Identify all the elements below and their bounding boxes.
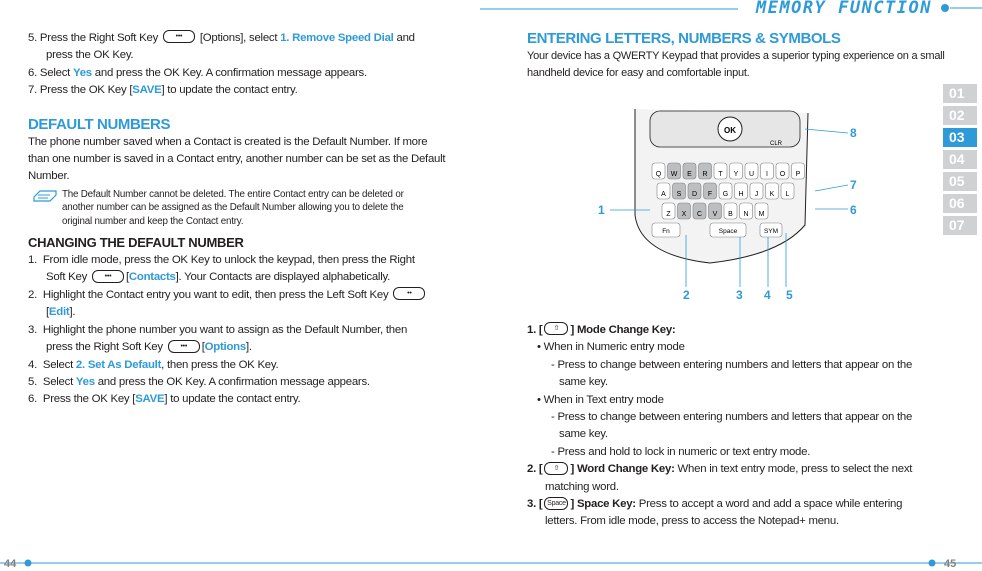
change-step-5: 5. Select Yes and press the OK Key. A confirmation message appears. xyxy=(28,375,370,388)
key-2-desc: 2. [ ⇧ ] Word Change Key: When in text entry mode, press to select the next xyxy=(527,463,913,476)
right-soft-key-icon: ••• xyxy=(163,30,195,43)
intro-line: handheld device for easy and comfortable input. xyxy=(527,67,750,80)
key-label-e: E xyxy=(687,171,692,178)
header-line xyxy=(0,0,982,20)
key-label-sym: SYM xyxy=(763,228,779,235)
left-soft-key-icon: •• xyxy=(393,287,425,300)
key-1-desc: 1. [ ⇧ ] Mode Change Key: xyxy=(527,324,676,336)
key-label-b: B xyxy=(728,211,733,218)
step-6: 6. Select Yes and press the OK Key. A confirmation message appears. xyxy=(28,66,367,79)
section-heading-entering: ENTERING LETTERS, NUMBERS & SYMBOLS xyxy=(527,30,841,47)
change-step-3: 3. Highlight the phone number you want to assign as the Default Number, then xyxy=(28,323,408,336)
svg-text:OK: OK xyxy=(724,126,736,135)
change-step-1: 1. From idle mode, press the OK Key to unlock the keypad, then press the Right xyxy=(28,254,415,267)
step-5: 5. Press the Right Soft Key ••• [Options], select 1. Remove Speed Dial and xyxy=(28,32,415,44)
key-label-f: F xyxy=(707,191,713,198)
key-2-desc-cont: matching word. xyxy=(545,480,619,493)
step-7: 7. Press the OK Key [SAVE] to update the contact entry. xyxy=(28,84,298,97)
tab-03[interactable]: 03 xyxy=(943,128,977,147)
change-step-6: 6. Press the OK Key [SAVE] to update the contact entry. xyxy=(28,393,301,406)
key-3-desc: 3. [ Space ] Space Key: Press to accept a word and add a space while entering xyxy=(527,498,903,511)
change-step-2: 2. Highlight the Contact entry you want to edit, then press the Left Soft Key •• xyxy=(28,287,438,304)
callout-4: 4 xyxy=(764,288,771,302)
page-number-left: 44 xyxy=(4,558,17,570)
para-line: Number. xyxy=(28,170,70,183)
tab-02[interactable]: 02 xyxy=(943,106,977,125)
callout-2: 2 xyxy=(683,288,690,302)
subheading-changing-default: CHANGING THE DEFAULT NUMBER xyxy=(28,235,244,251)
numeric-mode-desc: - Press to change between entering numbers and letters that appear on the xyxy=(551,358,913,371)
key-label-q: Q xyxy=(655,171,662,178)
svg-text:CLR: CLR xyxy=(770,141,783,147)
key-label-v: V xyxy=(712,211,718,218)
callout-7: 7 xyxy=(850,178,857,192)
key-label-y: Y xyxy=(733,171,739,178)
callout-5: 5 xyxy=(786,288,793,302)
note-block: The Default Number cannot be deleted. The entire Contact entry can be deleted or another number can be assigned as the Default Number allowing you to delete the original number and keep the Contact entry. xyxy=(28,188,438,228)
key-label-l: L xyxy=(785,191,790,198)
numeric-mode-label: • When in Numeric entry mode xyxy=(537,341,685,354)
key-label-i: I xyxy=(766,171,768,178)
key-label-p: P xyxy=(795,171,801,178)
key-label-h: H xyxy=(738,191,744,198)
text-mode-lock: - Press and hold to lock in numeric or text entry mode. xyxy=(551,445,811,458)
key-label-t: T xyxy=(718,171,723,178)
numeric-mode-desc-cont: same key. xyxy=(559,376,608,389)
left-column xyxy=(28,30,446,409)
key-label-space: Space xyxy=(718,228,738,235)
key-label-fn: Fn xyxy=(662,228,670,235)
key-label-r: R xyxy=(702,171,708,178)
change-step-3-cont: press the Right Soft Key ••• [Options]. xyxy=(46,341,252,354)
space-key-icon: Space xyxy=(544,497,568,510)
key-label-x: X xyxy=(681,211,687,218)
section-heading-default-numbers: DEFAULT NUMBERS xyxy=(28,115,171,133)
key-label-m: M xyxy=(758,211,765,218)
tab-05[interactable]: 05 xyxy=(943,172,977,191)
qwerty-keypad-illustration xyxy=(590,105,880,305)
key-label-g: G xyxy=(722,191,729,198)
page-number-right: 45 xyxy=(944,558,957,570)
right-soft-key-icon: ••• xyxy=(168,340,200,353)
intro-line: Your device has a QWERTY Keypad that provides a superior typing experience on a small xyxy=(527,50,945,62)
tab-04[interactable]: 04 xyxy=(943,150,977,169)
key-label-j: J xyxy=(754,191,759,198)
key-label-k: K xyxy=(769,191,775,198)
step-5-cont: press the OK Key. xyxy=(46,49,134,62)
key-label-s: S xyxy=(676,191,682,198)
change-step-1-cont: Soft Key ••• [Contacts]. Your Contacts are displayed alphabetically. xyxy=(46,271,390,284)
change-step-2-cont: [Edit]. xyxy=(46,306,76,319)
key-label-a: A xyxy=(661,191,666,198)
mode-change-key-icon: ⇧ xyxy=(544,322,568,335)
key-label-u: U xyxy=(748,171,755,178)
text-mode-desc-cont: same key. xyxy=(559,428,608,441)
text-mode-label: • When in Text entry mode xyxy=(537,393,664,406)
key-label-z: Z xyxy=(666,211,671,218)
page-footer-line xyxy=(0,555,982,571)
key-label-o: O xyxy=(779,171,786,178)
text-mode-desc: - Press to change between entering numbers and letters that appear on the xyxy=(551,411,913,424)
callout-6: 6 xyxy=(850,203,857,217)
header-dot xyxy=(941,4,949,12)
tab-07[interactable]: 07 xyxy=(943,216,977,235)
page-title: MEMORY FUNCTION xyxy=(755,0,932,18)
key-label-n: N xyxy=(743,211,749,218)
right-soft-key-icon: ••• xyxy=(92,270,124,283)
key-descriptions xyxy=(527,322,937,531)
callout-8: 8 xyxy=(850,126,857,140)
key-3-desc-cont: letters. From idle mode, press to access the Notepad+ menu. xyxy=(545,515,839,528)
key-label-d: D xyxy=(691,191,698,198)
chapter-tabs xyxy=(943,84,977,238)
key-label-w: W xyxy=(670,171,678,178)
callout-1: 1 xyxy=(598,203,605,217)
tab-06[interactable]: 06 xyxy=(943,194,977,213)
change-step-4: 4. Select 2. Set As Default, then press the OK Key. xyxy=(28,358,279,371)
right-column xyxy=(527,30,945,83)
note-icon xyxy=(32,189,58,203)
callout-3: 3 xyxy=(736,288,743,302)
tab-01[interactable]: 01 xyxy=(943,84,977,103)
key-label-c: C xyxy=(696,211,703,218)
para-line: The phone number saved when a Contact is created is the Default Number. If more xyxy=(28,135,428,148)
para-line: than one number is saved in a Contact entry, another number can be set as the Default xyxy=(28,153,446,166)
word-change-key-icon: ⇧ xyxy=(544,462,568,475)
